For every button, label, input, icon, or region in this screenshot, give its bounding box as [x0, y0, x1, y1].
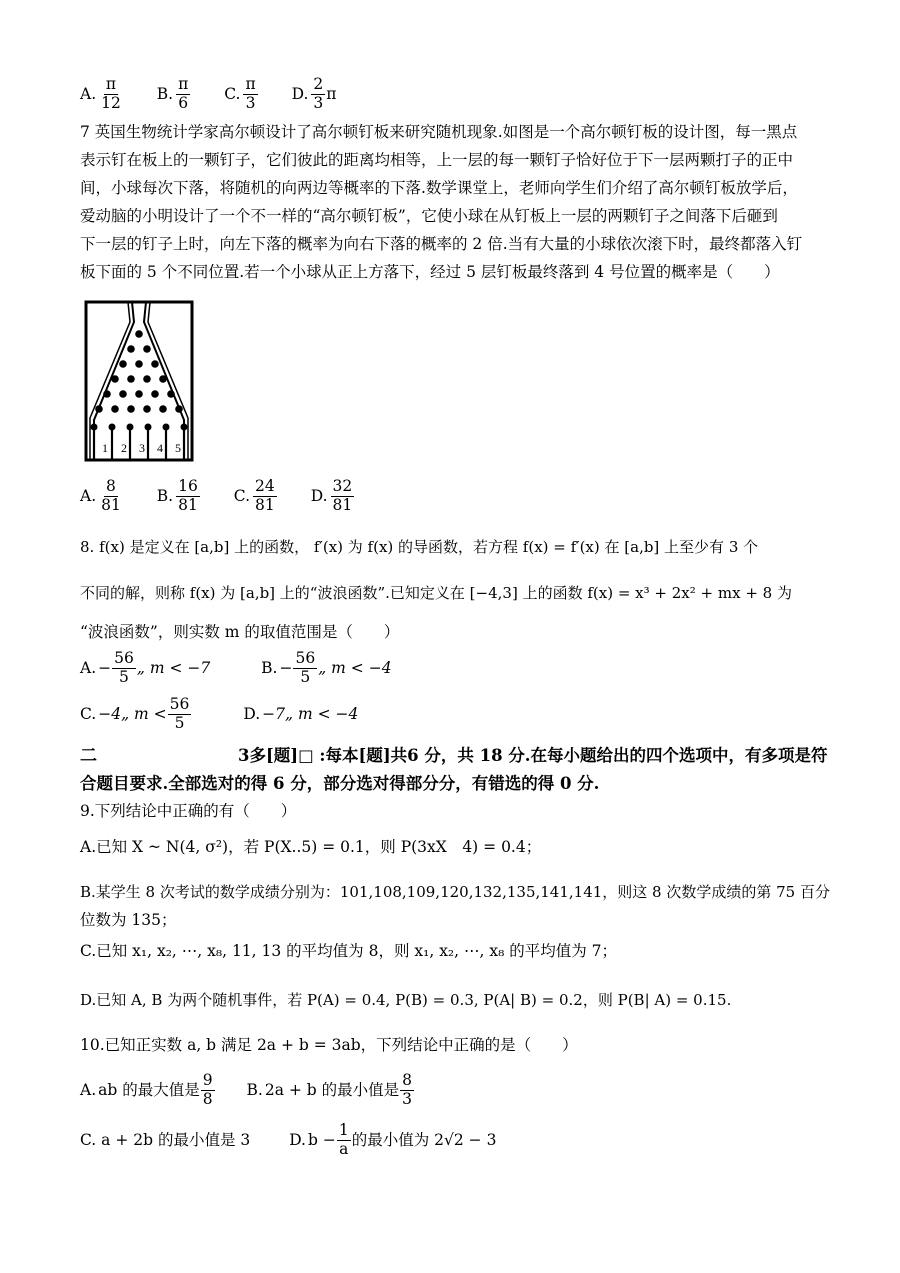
q9-option-a: A.已知 X ~ N(4, σ²)，若 P(X..5) = 0.1，则 P(3ⅹX 4) = 0.4；: [80, 838, 542, 856]
option-text: −7„ m < −4: [262, 704, 359, 723]
prefix: b −: [308, 1130, 336, 1149]
fraction-denominator: 81: [178, 495, 198, 514]
peg-dot: [151, 390, 159, 398]
fraction-denominator: 3: [245, 93, 256, 112]
q9-stem: 9.下列结论中正确的有（ ）: [80, 802, 297, 820]
q9-option-b-line-1: B.某学生 8 次考试的数学成绩分别为：101,108,109,120,132,135,141,141，则这 8 次数学成绩的第 75 百分: [80, 883, 830, 901]
fraction-denominator: 6: [178, 93, 189, 112]
suffix: π: [326, 84, 337, 103]
slot-divider-head: [91, 424, 98, 431]
fraction-denominator: 5: [119, 667, 129, 686]
peg-dot: [119, 360, 127, 368]
peg-dot: [159, 375, 167, 383]
fraction: [331, 478, 355, 515]
fraction-denominator: 3: [313, 93, 324, 112]
fraction: [176, 478, 200, 515]
board-frame: [86, 302, 192, 460]
fraction-denominator: a: [339, 1139, 349, 1158]
q6-options-row: [80, 76, 364, 113]
peg-dot: [151, 360, 159, 368]
q9-option-c: C.已知 x₁, x₂, ⋯, x₈, 11, 13 的平均值为 8，则 x₁, x₂, ⋯, x₈ 的平均值为 7；: [80, 942, 618, 960]
q7-option-b: B. $\frac{16}{81}$: [156, 477, 198, 514]
fraction: [253, 478, 277, 515]
slot-divider-head: [163, 424, 170, 431]
peg-dot: [111, 405, 119, 413]
fraction: [201, 1072, 215, 1109]
q8-option-c: C. −4„ m < $\frac{56}{5}$: [80, 695, 190, 732]
slot-label: 1: [102, 441, 108, 455]
peg-dot: [175, 405, 183, 413]
prefix: −: [98, 658, 112, 677]
fraction-numerator: 9: [202, 1071, 213, 1089]
q7-line-6: 板下面的 5 个不同位置.若一个小球从正上方落下，经过 5 层钉板最终落到 4 号位置的概率是（ ）: [80, 263, 780, 281]
peg-dot: [103, 390, 111, 398]
peg-dot: [111, 375, 119, 383]
fraction-numerator: π: [178, 75, 189, 93]
peg-dot: [143, 345, 151, 353]
q8-option-a: A. − $\frac{56}{5}$ „ m < −7: [80, 649, 211, 686]
slot-label: 5: [175, 441, 181, 455]
fraction-numerator: π: [245, 75, 256, 93]
fraction: [293, 650, 317, 687]
q7-line-1: 7 英国生物统计学家高尔顿设计了高尔顿钉板来研究随机现象.如图是一个高尔顿钉板的设计图，每一黑点: [80, 123, 798, 141]
suffix: 的最小值为 2√2 − 3: [351, 1130, 497, 1149]
fraction-numerator: 32: [332, 477, 353, 495]
fraction: [243, 76, 257, 113]
fraction-numerator: 56: [295, 649, 316, 667]
peg-dot: [159, 405, 167, 413]
q8-option-b: B. − $\frac{56}{5}$ „ m < −4: [261, 649, 392, 686]
suffix: „ m < −4: [318, 658, 392, 677]
fraction: [99, 76, 123, 113]
q7-option-c: C. $\frac{24}{81}$: [233, 477, 275, 514]
fraction: [99, 478, 123, 515]
section-2-heading-line-1: 3多[题]□ :每本[题]共6 分，共 18 分.在每小题给出的四个选项中，有多项是符: [238, 746, 828, 765]
fraction-numerator: 8: [402, 1071, 413, 1089]
fraction: [176, 76, 190, 113]
peg-dot: [143, 375, 151, 383]
fraction-numerator: 24: [255, 477, 275, 495]
fraction-numerator: 56: [114, 649, 134, 667]
fraction-denominator: 81: [101, 495, 121, 514]
prefix: −: [279, 658, 293, 677]
peg-dot: [143, 405, 151, 413]
q10-options-row-1: [80, 1072, 443, 1109]
slot-label: 2: [121, 441, 127, 455]
fraction-denominator: 5: [300, 667, 311, 686]
peg-dot: [127, 375, 135, 383]
section-2-heading-prefix: 二: [80, 746, 97, 766]
fraction: [311, 76, 325, 113]
q10-option-a: A. ab 的最大值是 $\frac{9}{8}$: [80, 1071, 213, 1108]
q10-option-c: C. a + 2b 的最小值是 3: [80, 1130, 251, 1149]
fraction-denominator: 5: [174, 713, 185, 732]
q8-line-1: 8. f(x) 是定义在 [a,b] 上的函数， f′(x) 为 f(x) 的导函数，若方程 f(x) = f′(x) 在 [a,b] 上至少有 3 个: [80, 538, 759, 556]
galton-board-figure: [84, 300, 194, 462]
peg-rows: [95, 330, 183, 413]
fraction-numerator: 1: [338, 1121, 349, 1139]
slot-divider-head: [109, 424, 116, 431]
fraction: [400, 1072, 414, 1109]
prefix: 2a + b 的最小值是: [264, 1080, 400, 1099]
q7-line-5: 下一层的钉子上时，向左下落的概率为向右下落的概率的 2 倍.当有大量的小球依次滚下时，最终都落入钉: [80, 235, 803, 253]
fraction-denominator: 81: [255, 495, 275, 514]
fraction: [168, 696, 192, 733]
q7-options-row: [80, 478, 383, 515]
q9-option-d: D.已知 A, B 为两个随机事件，若 P(A) = 0.4, P(B) = 0.3, P(A| B) = 0.2，则 P(B| A) = 0.15.: [80, 991, 732, 1009]
fraction-denominator: 3: [402, 1089, 413, 1108]
q7-option-d: D. $\frac{32}{81}$: [310, 477, 353, 514]
slot-label: 4: [157, 441, 163, 455]
fraction: [112, 650, 136, 687]
q8-line-3: “波浪函数”，则实数 m 的取值范围是（ ）: [80, 623, 400, 641]
peg-dot: [127, 345, 135, 353]
fraction-denominator: 8: [202, 1089, 213, 1108]
q10-options-row-2: [80, 1122, 524, 1159]
peg-dot: [135, 390, 143, 398]
q6-option-a: A. $\frac{\pi}{12}$: [80, 75, 121, 112]
fraction-numerator: 16: [178, 477, 198, 495]
prefix: ab 的最大值是: [98, 1080, 200, 1099]
q8-line-2: 不同的解，则称 f(x) 为 [a,b] 上的“波浪函数”.已知定义在 [−4,3] 上的函数 f(x) = x³ + 2x² + mx + 8 为: [80, 584, 792, 602]
peg-dot: [119, 390, 127, 398]
slot-divider-head: [127, 424, 134, 431]
q7-line-4: 爱动脑的小明设计了一个不一样的“高尔顿钉板”，它使小球在从钉板上一层的两颗钉子之间落下后砸到: [80, 207, 778, 225]
q7-line-3: 间，小球每次下落，将随机的向两边等概率的下落.数学课堂上，老师向学生们介绍了高尔顿钉板放学后，: [80, 179, 798, 197]
fraction-denominator: 12: [101, 93, 121, 112]
fraction-numerator: 56: [169, 695, 190, 713]
q7-option-a: A. $\frac{8}{81}$: [80, 477, 121, 514]
q6-option-c: C. $\frac{\pi}{3}$: [224, 75, 256, 112]
slot-divider-head: [181, 424, 188, 431]
q8-options-row-2: [80, 696, 386, 733]
q6-option-d: D. $\frac{2}{3}$ π: [291, 75, 337, 112]
q6-option-b: B. $\frac{\pi}{6}$: [156, 75, 189, 112]
fraction-numerator: π: [105, 75, 117, 93]
peg-dot: [167, 390, 175, 398]
q10-stem: 10.已知正实数 a, b 满足 2a + b = 3ab，下列结论中正确的是（ ）: [80, 1036, 578, 1054]
peg-dot: [95, 405, 103, 413]
peg-dot: [135, 360, 143, 368]
q9-option-b-line-2: 位数为 135；: [80, 911, 177, 929]
fraction-numerator: 2: [313, 75, 324, 93]
slot-label: 3: [139, 441, 145, 455]
prefix: −4„ m <: [98, 704, 167, 723]
suffix: „ m < −7: [136, 658, 211, 677]
q10-option-b: B. 2a + b 的最小值是 $\frac{8}{3}$: [246, 1071, 413, 1108]
peg-dot: [127, 405, 135, 413]
q7-line-2: 表示钉在板上的一颗钉子，它们彼此的距离均相等，上一层的每一颗钉子恰好位于下一层两颗打子的正中: [80, 151, 794, 169]
fraction-numerator: 8: [106, 477, 116, 495]
peg-dot: [135, 330, 143, 338]
fraction: [337, 1122, 351, 1159]
q8-option-d: D. −7„ m < −4: [243, 704, 359, 723]
section-2-heading-line-2: 合题目要求.全部选对的得 6 分，部分选对得部分分，有错选的得 0 分.: [80, 774, 600, 793]
fraction-denominator: 81: [332, 495, 353, 514]
q8-options-row-1: [80, 650, 420, 687]
slot-divider-head: [145, 424, 152, 431]
q10-option-d: D. b − $\frac{1}{a}$ 的最小值为 2√2 − 3: [289, 1121, 497, 1158]
